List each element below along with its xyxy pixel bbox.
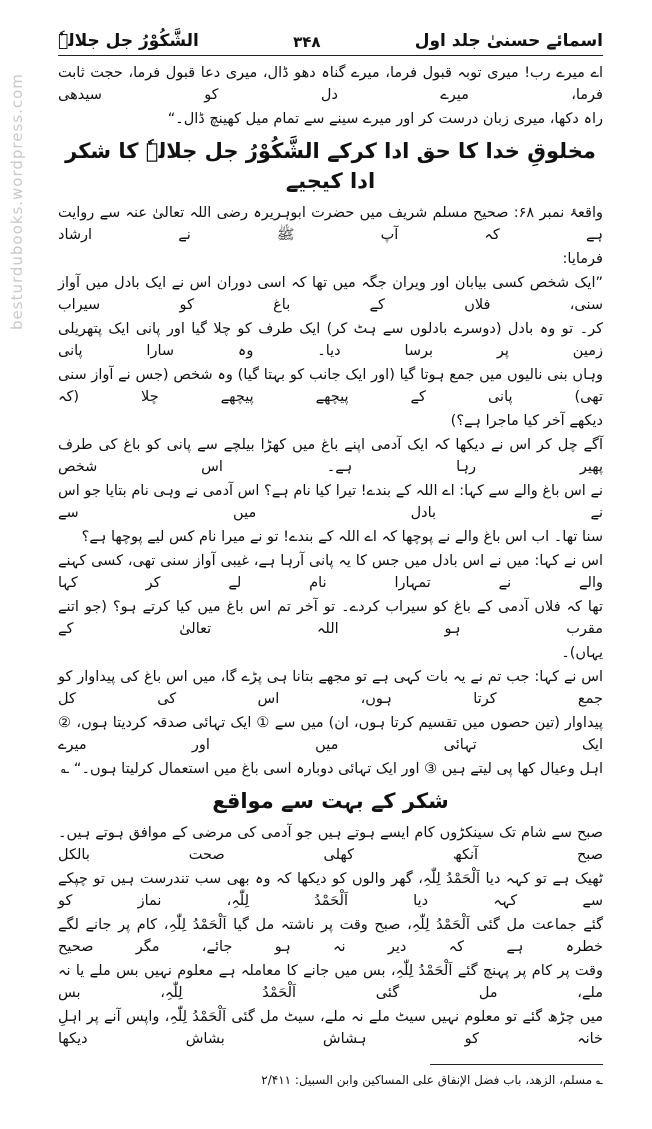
- text-line: نے اس باغ والے سے کہا: اے اللہ کے بندے! تیرا کیا نام ہے؟ اس آدمی نے وہی نام بتایا جو اس نے بادل میں سے: [58, 483, 603, 521]
- text-line: اے میرے رب! میری توبہ قبول فرما، میرے گناہ دھو ڈال، میری دعا قبول فرما، حجت ثابت فرما، میرے دل کو سیدھی: [58, 65, 603, 103]
- text-line: صبح سے شام تک سینکڑوں کام ایسے ہوتے ہیں جو آدمی کی مرضی کے موافق ہوتے ہیں۔ صبح آنکھ کھلی صحت بالکل: [58, 825, 603, 863]
- running-header: [58, 30, 603, 56]
- footnote-area: [58, 1064, 603, 1089]
- text-line: تھا کہ فلاں آدمی کے باغ کو سیراب کردے۔ تو آخر تم اس باغ میں کیا کرتے ہو؟ (جو اتنے مقرب ہو اللہ تعالیٰ کے: [58, 599, 603, 637]
- text-line: ٹھیک ہے تو کہہ دیا اَلْحَمْدُ لِلّٰہِ، گھر والوں کو دیکھا کہ وہ بھی سب تندرست ہیں تو چپکے سے کہہ دیا اَلْحَمْدُ لِلّٰہِ، نماز کو: [58, 871, 603, 909]
- text-line: میں چڑھ گئے تو معلوم نہیں سیٹ ملے نہ ملے، سیٹ مل گئی اَلْحَمْدُ لِلّٰہِ، واپس آنے پر اہلِ خانہ کو ہشاش بشاش دیکھا: [58, 1009, 603, 1047]
- text-line: پیداوار (تین حصوں میں تقسیم کرتا ہوں، ان) میں سے ① ایک تہائی صدقہ کردیتا ہوں، ② ایک تہائی میں اور میرے: [58, 715, 603, 753]
- text-block-intro: [58, 62, 603, 130]
- text-line: وہاں بنی نالیوں میں جمع ہوتا گیا (اور ایک جانب کو بہتا گیا) وہ شخص (جس نے آواز سنی تھی) پانی کے پیچھے پیچھے چلا (کہ: [58, 367, 603, 405]
- text-line: واقعۂ نمبر ۶۸: صحیح مسلم شریف میں حضرت ابوہریرہ رضی اللہ تعالیٰ عنہ سے روایت ہے کہ آپ ﷺ نے ارشاد: [58, 205, 603, 243]
- book-title: اسمائے حسنیٰ جلد اول: [414, 31, 603, 51]
- text-line: آگے چل کر اس نے دیکھا کہ ایک آدمی اپنے باغ میں کھڑا بیلچے سے پانی کو باغ کی طرف پھیر رہا ہے۔ اس شخص: [58, 437, 603, 475]
- text-line: ”ایک شخص کسی بیابان اور ویران جگہ میں تھا کہ اسی دوران اس نے ایک بادل میں آواز سنی، فلاں کے باغ کو سیراب: [58, 275, 603, 313]
- text-line: اہل وعیال کھا پی لیتے ہیں ③ اور ایک تہائی دوبارہ اسی باغ میں استعمال کرلیتا ہوں۔“ ؎: [60, 761, 603, 777]
- text-line: وقت پر کام پر پہنچ گئے اَلْحَمْدُ لِلّٰہِ، بس میں جانے کا معاملہ ہے معلوم نہیں بس ملے یا نہ ملے، مل گئی اَلْحَمْدُ لِلّٰہِ، بس: [58, 963, 603, 1001]
- watermark: besturdubooks.wordpress.com: [8, 73, 26, 330]
- text-line: یہاں)۔: [561, 645, 603, 661]
- chapter-name: الشَّکُوْرُ جل جلالہٗ: [58, 31, 199, 51]
- text-line: کر۔ تو وہ بادل (دوسرے بادلوں سے ہٹ کر) ایک طرف کو چلا گیا اور پانی ایک پتھریلی زمین پر برسا دیا۔ وہ سارا پانی: [58, 321, 603, 359]
- footnote-rule: [430, 1064, 603, 1065]
- text-block-gratitude: [58, 822, 603, 1050]
- text-line: دیکھے آخر کیا ماجرا ہے؟): [450, 413, 603, 429]
- text-block-story: [58, 202, 603, 780]
- text-line: اس نے کہا: میں نے اس بادل میں جس کا یہ پانی آرہا ہے، غیبی آواز سنی تھی، کسی کہنے والے نے تمہارا نام لے کر کہا: [58, 553, 603, 591]
- footnote: ؎ مسلم، الزهد، باب فضل الإنفاق على المساكين وابن السبيل: ۲/۴۱۱: [261, 1073, 603, 1087]
- text-line: اس نے کہا: جب تم نے یہ بات کہی ہے تو مجھے بتانا ہی پڑے گا، میں اس باغ کی پیداوار کو جمع کرتا ہوں، اس کی کل: [58, 669, 603, 707]
- page-number: ۳۴۸: [293, 33, 321, 51]
- section-heading: مخلوقِ خدا کا حق ادا کرکے الشَّکُوْرُ جل جلالہٗ کا شکر ادا کیجیے: [65, 139, 596, 193]
- text-line: فرمایا:: [562, 251, 603, 267]
- section-heading: شکر کے بہت سے مواقع: [212, 789, 449, 813]
- text-line: گئے جماعت مل گئی اَلْحَمْدُ لِلّٰہِ، صبح وقت پر ناشتہ مل گیا اَلْحَمْدُ لِلّٰہِ، کام پر جانے لگے خطرہ ہے کہ دیر نہ ہو جائے، مگر صحیح: [58, 917, 603, 955]
- text-line: راہ دکھا، میری زبان درست کر اور میرے سینے سے تمام میل کھینچ ڈال۔“: [167, 111, 603, 127]
- text-line: سنا تھا۔ اب اس باغ والے نے پوچھا کہ اے اللہ کے بندے! تو نے میرا نام کس لیے پوچھا ہے؟: [81, 529, 603, 545]
